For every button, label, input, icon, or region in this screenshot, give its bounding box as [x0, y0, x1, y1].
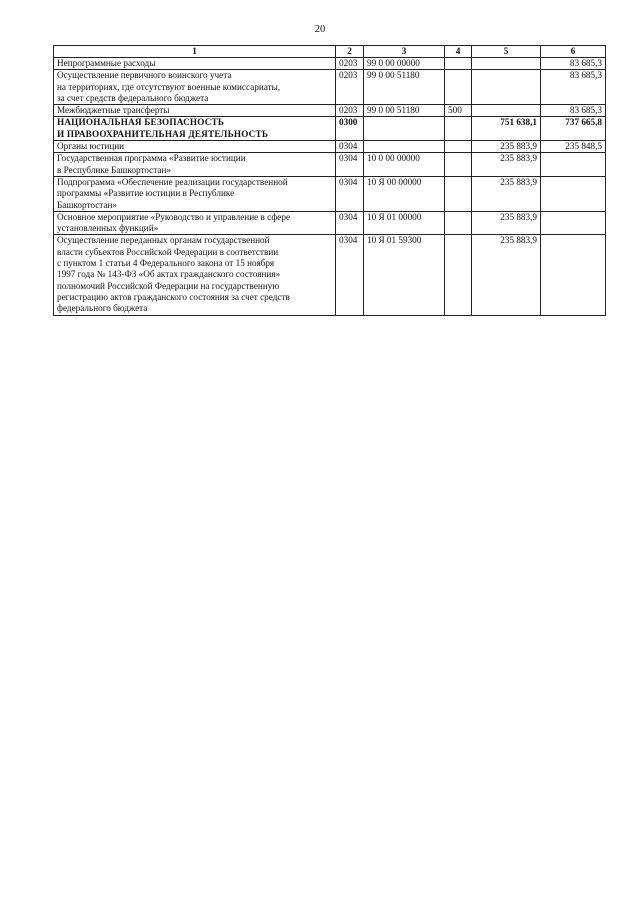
- table-row: [54, 105, 606, 117]
- row-value-5-cell: 751 638,1: [472, 117, 541, 141]
- row-section-cell: 0203: [336, 105, 364, 117]
- row-value-6-cell: 235 848,5: [541, 141, 606, 153]
- row-target-cell: 10 0 00 00000: [364, 153, 445, 177]
- header-col-1: 1: [54, 46, 336, 58]
- row-section-cell: 0300: [336, 117, 364, 141]
- row-value-5-cell: 235 883,9: [472, 211, 541, 235]
- row-name-cell: Подпрограмма «Обеспечение реализации государственной программы «Развитие юстиции в Республике Башкортостан»: [54, 176, 336, 211]
- row-expense-type-cell: [445, 176, 472, 211]
- table-row: [54, 70, 606, 105]
- row-target-cell: 99 0 00 00000: [364, 58, 445, 70]
- row-section-cell: 0304: [336, 141, 364, 153]
- row-value-6-cell: [541, 235, 606, 315]
- row-section-cell: 0304: [336, 211, 364, 235]
- row-name-cell: Непрограммные расходы: [54, 58, 336, 70]
- table-header-row: [54, 46, 606, 58]
- row-section-cell: 0304: [336, 235, 364, 315]
- row-name-cell: НАЦИОНАЛЬНАЯ БЕЗОПАСНОСТЬ И ПРАВООХРАНИТЕЛЬНАЯ ДЕЯТЕЛЬНОСТЬ: [54, 117, 336, 141]
- row-value-5-cell: [472, 58, 541, 70]
- row-section-cell: 0304: [336, 153, 364, 177]
- header-col-3: 3: [364, 46, 445, 58]
- row-name-cell: Основное мероприятие «Руководство и управление в сфере установленных функций»: [54, 211, 336, 235]
- header-col-4: 4: [445, 46, 472, 58]
- row-name-cell: Органы юстиции: [54, 141, 336, 153]
- table-body: [54, 58, 606, 316]
- table-row: [54, 117, 606, 141]
- row-target-cell: [364, 141, 445, 153]
- row-name-cell: Осуществление переданных органам государственной власти субъектов Российской Федерации в соответствии с пунктом 1 статьи 4 Федерального закона от 15 ноября 1997 года № 143-ФЗ «Об актах гражданского состояния» полномочий Российской Федерации на государственную регистрацию актов гражданского состояния за счет средств федерального бюджета: [54, 235, 336, 315]
- table-row: [54, 153, 606, 177]
- header-col-2: 2: [336, 46, 364, 58]
- row-expense-type-cell: [445, 235, 472, 315]
- row-name-cell: Государственная программа «Развитие юстиции в Республике Башкортостан»: [54, 153, 336, 177]
- row-value-5-cell: 235 883,9: [472, 153, 541, 177]
- row-value-6-cell: [541, 153, 606, 177]
- row-name-cell: Осуществление первичного воинского учета на территориях, где отсутствуют военные комиссариаты, за счет средств федерального бюджета: [54, 70, 336, 105]
- row-section-cell: 0203: [336, 58, 364, 70]
- row-value-6-cell: [541, 211, 606, 235]
- row-expense-type-cell: 500: [445, 105, 472, 117]
- table-row: [54, 176, 606, 211]
- row-expense-type-cell: [445, 211, 472, 235]
- row-value-6-cell: [541, 176, 606, 211]
- row-target-cell: 10 Я 01 00000: [364, 211, 445, 235]
- table-row: [54, 141, 606, 153]
- row-target-cell: 10 Я 00 00000: [364, 176, 445, 211]
- row-target-cell: 99 0 00 51180: [364, 105, 445, 117]
- header-col-5: 5: [472, 46, 541, 58]
- row-target-cell: [364, 117, 445, 141]
- page-number: 20: [314, 24, 326, 35]
- row-expense-type-cell: [445, 117, 472, 141]
- row-value-5-cell: 235 883,9: [472, 141, 541, 153]
- row-expense-type-cell: [445, 70, 472, 105]
- table-row: [54, 211, 606, 235]
- row-value-5-cell: [472, 70, 541, 105]
- row-section-cell: 0203: [336, 70, 364, 105]
- row-expense-type-cell: [445, 58, 472, 70]
- row-section-cell: 0304: [336, 176, 364, 211]
- table-row: [54, 235, 606, 315]
- header-col-6: 6: [541, 46, 606, 58]
- row-value-6-cell: 83 685,3: [541, 70, 606, 105]
- row-value-6-cell: 83 685,3: [541, 58, 606, 70]
- row-value-5-cell: 235 883,9: [472, 176, 541, 211]
- row-target-cell: 99 0 00 51180: [364, 70, 445, 105]
- row-value-6-cell: 737 665,8: [541, 117, 606, 141]
- row-target-cell: 10 Я 01 59300: [364, 235, 445, 315]
- row-name-cell: Межбюджетные трансферты: [54, 105, 336, 117]
- row-value-5-cell: [472, 105, 541, 117]
- row-value-6-cell: 83 685,3: [541, 105, 606, 117]
- budget-table: [53, 45, 606, 316]
- row-value-5-cell: 235 883,9: [472, 235, 541, 315]
- row-expense-type-cell: [445, 141, 472, 153]
- row-expense-type-cell: [445, 153, 472, 177]
- table-row: [54, 58, 606, 70]
